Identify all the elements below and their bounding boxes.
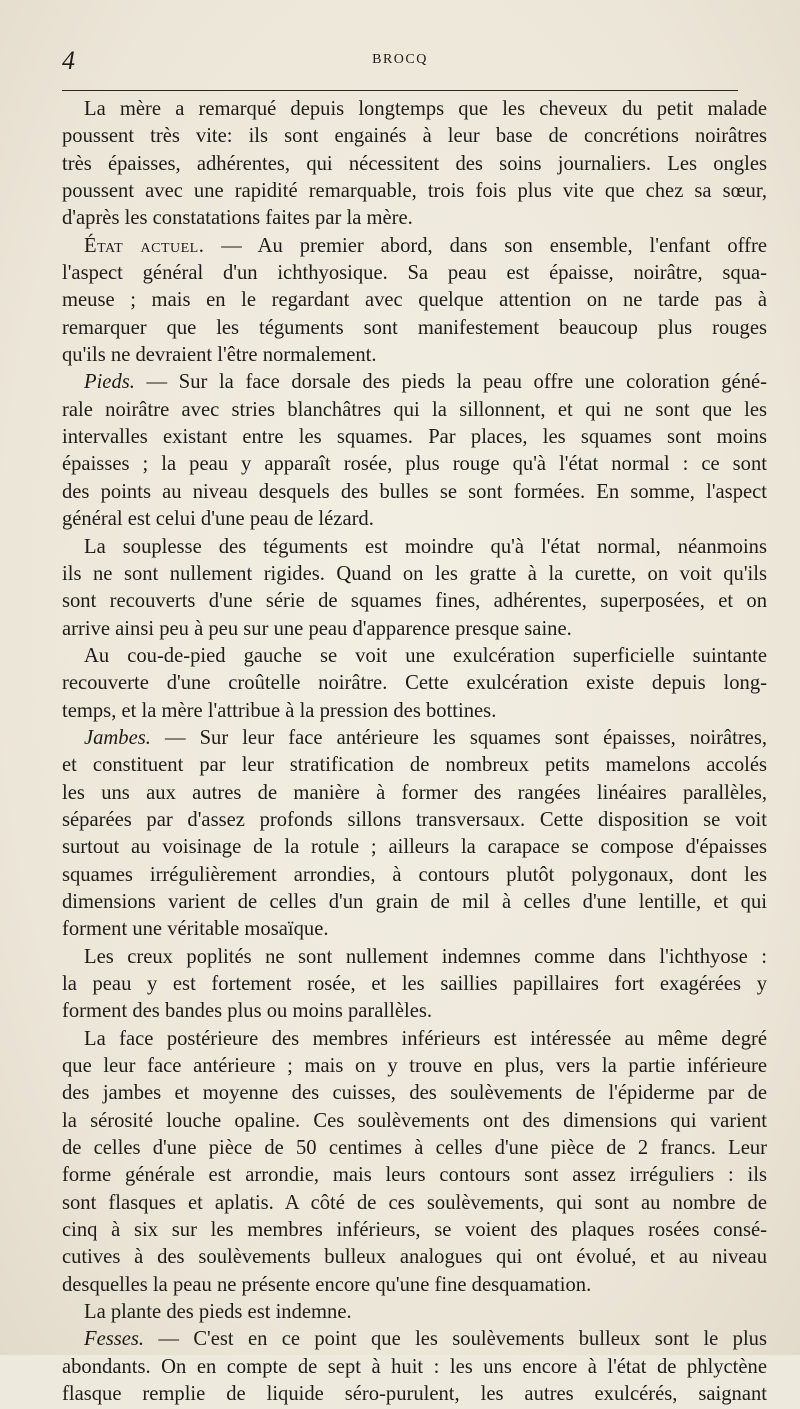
section-heading: État actuel. — [84, 234, 205, 257]
line-text: La mère a remarqué depuis longtemps que les cheveux du petit malade — [84, 98, 767, 120]
text-line — [62, 260, 767, 287]
line-text: épaisses ; la peau y apparaît rosée, plus rouge qu'à l'état normal : ce sont — [62, 453, 767, 476]
line-text: intervalles existant entre les squames. Par places, les squames sont moins — [62, 426, 767, 449]
line-text: dimensions varient de celles d'un grain de mil à celles d'une lentille, et qui — [62, 890, 767, 913]
line-text: — Sur la face dorsale des pieds la peau offre une coloration géné- — [134, 371, 767, 394]
text-line — [62, 96, 767, 123]
line-text: Au cou-de-pied gauche se voit une exulcération superficielle suintante — [84, 644, 767, 667]
text-line — [62, 451, 767, 478]
text-line — [62, 998, 767, 1025]
text-line — [62, 1272, 767, 1299]
text-line — [62, 506, 767, 533]
text-line — [62, 397, 767, 424]
text-line — [62, 670, 767, 697]
text-line — [62, 698, 767, 725]
line-text: recouverte d'une croûtelle noirâtre. Cette exulcération existe depuis long- — [62, 672, 767, 695]
line-text: meuse ; mais en le regardant avec quelque attention on ne tarde pas à — [62, 289, 767, 312]
line-text: l'aspect général d'un ichthyosique. Sa peau est épaisse, noirâtre, squa- — [62, 262, 767, 285]
line-text: arrive ainsi peu à peu sur une peau d'apparence presque saine. — [62, 617, 572, 640]
line-text: d'après les constatations faites par la mère. — [62, 207, 413, 230]
text-line — [62, 834, 767, 861]
page-number: 4 — [62, 46, 75, 75]
running-head: BROCQ — [372, 52, 428, 67]
text-line — [62, 287, 767, 314]
body-text — [62, 96, 767, 1409]
section-heading: Jambes. — [84, 726, 151, 749]
text-line — [62, 151, 767, 178]
text-line — [62, 725, 767, 752]
line-text: forment une véritable mosaïque. — [62, 918, 329, 941]
text-line — [62, 1053, 767, 1080]
text-line — [62, 1299, 767, 1326]
text-line — [62, 178, 767, 205]
text-line — [62, 369, 767, 396]
line-text: poussent avec une rapidité remarquable, trois fois plus vite que chez sa sœur, — [62, 180, 767, 203]
line-text: abondants. On en compte de sept à huit : les uns encore à l'état de phlyctène — [62, 1355, 767, 1378]
text-line — [62, 424, 767, 451]
line-text: surtout au voisinage de la rotule ; ailleurs la carapace se compose d'épaisses — [62, 836, 767, 859]
text-line — [62, 1026, 767, 1053]
line-text: les uns aux autres de manière à former des rangées linéaires parallèles, — [62, 781, 767, 804]
text-line — [62, 561, 767, 588]
line-text: forment des bandes plus ou moins parallèles. — [62, 1000, 433, 1023]
text-line — [62, 780, 767, 807]
text-line — [62, 643, 767, 670]
text-line — [62, 1244, 767, 1271]
line-text: Les creux poplités ne sont nullement indemnes comme dans l'ichthyose : — [84, 945, 767, 968]
text-line — [62, 588, 767, 615]
line-text: ils ne sont nullement rigides. Quand on les gratte à la curette, on voit qu'ils — [62, 562, 767, 585]
line-text: — Sur leur face antérieure les squames sont épaisses, noirâtres, — [150, 726, 767, 749]
line-text: — Au premier abord, dans son ensemble, l'enfant offre — [204, 234, 767, 257]
line-text: la peau y est fortement rosée, et les saillies papillaires fort exagérées y — [62, 973, 767, 995]
header-rule — [62, 90, 738, 91]
line-text: temps, et la mère l'attribue à la pression des bottines. — [62, 699, 497, 722]
line-text: qu'ils ne devraient l'être normalement. — [62, 344, 377, 367]
text-line — [62, 233, 767, 260]
text-line — [62, 1381, 767, 1408]
text-line — [62, 1190, 767, 1217]
text-line — [62, 315, 767, 342]
line-text: de celles d'une pièce de 50 centimes à celles d'une pièce de 2 francs. Leur — [62, 1137, 767, 1160]
text-line — [62, 916, 767, 943]
text-line — [62, 342, 767, 369]
text-line — [62, 1162, 767, 1189]
line-text: des jambes et moyenne des cuisses, des soulèvements de l'épiderme par de — [62, 1082, 767, 1105]
line-text: cutives à des soulèvements bulleux analogues qui ont évolué, et au niveau — [62, 1246, 767, 1269]
text-line — [62, 1326, 767, 1353]
text-line — [62, 205, 767, 232]
text-line — [62, 807, 767, 834]
text-line — [62, 862, 767, 889]
line-text: sont flasques et aplatis. A côté de ces soulèvements, qui sont au nombre de — [62, 1191, 767, 1214]
line-text: que leur face antérieure ; mais on y trouve en plus, vers la partie inférieure — [62, 1055, 767, 1078]
line-text: cinq à six sur les membres inférieurs, se voient des plaques rosées consé- — [62, 1219, 767, 1242]
line-text: squames irrégulièrement arrondies, à contours plutôt polygonaux, dont les — [62, 863, 767, 886]
line-text: très épaisses, adhérentes, qui nécessitent des soins journaliers. Les ongles — [62, 152, 767, 175]
section-heading: Pieds. — [84, 371, 135, 394]
line-text: des points au niveau desquels des bulles se sont formées. En somme, l'aspect — [62, 480, 767, 503]
text-line — [62, 889, 767, 916]
text-line — [62, 1080, 767, 1107]
text-line — [62, 944, 767, 971]
text-line — [62, 123, 767, 150]
line-text: général est celui d'une peau de lézard. — [62, 508, 374, 531]
line-text: flasque remplie de liquide séro-purulent, les autres exulcérés, saignant — [62, 1383, 767, 1406]
text-line — [62, 534, 767, 561]
line-text: forme générale est arrondie, mais leurs contours sont assez irréguliers : ils — [62, 1164, 767, 1187]
line-text: la sérosité louche opaline. Ces soulèvements ont des dimensions qui varient — [62, 1109, 767, 1132]
text-line — [62, 752, 767, 779]
line-text: et constituent par leur stratification de nombreux petits mamelons accolés — [62, 754, 767, 777]
page-header — [62, 44, 738, 84]
line-text: séparées par d'assez profonds sillons transversaux. Cette disposition se voit — [62, 808, 767, 831]
line-text: poussent très vite: ils sont engainés à leur base de concrétions noirâtres — [62, 125, 767, 148]
line-text: desquelles la peau ne présente encore qu'une fine desquamation. — [62, 1273, 592, 1296]
text-line — [62, 1354, 767, 1381]
line-text: La face postérieure des membres inférieurs est intéressée au même degré — [84, 1027, 767, 1050]
text-line — [62, 971, 767, 998]
text-line — [62, 1135, 767, 1162]
line-text: — C'est en ce point que les soulèvements bulleux sont le plus — [144, 1328, 767, 1351]
line-text: La plante des pieds est indemne. — [84, 1301, 352, 1324]
section-heading: Fesses. — [84, 1328, 145, 1351]
text-line — [62, 479, 767, 506]
text-line — [62, 1217, 767, 1244]
line-text: remarquer que les téguments sont manifestement beaucoup plus rouges — [62, 316, 767, 339]
line-text: La souplesse des téguments est moindre qu'à l'état normal, néanmoins — [84, 535, 767, 558]
line-text: rale noirâtre avec stries blanchâtres qui la sillonnent, et qui ne sont que les — [62, 398, 767, 421]
line-text: sont recouverts d'une série de squames fines, adhérentes, superposées, et on — [62, 590, 767, 613]
text-line — [62, 1108, 767, 1135]
text-line — [62, 616, 767, 643]
